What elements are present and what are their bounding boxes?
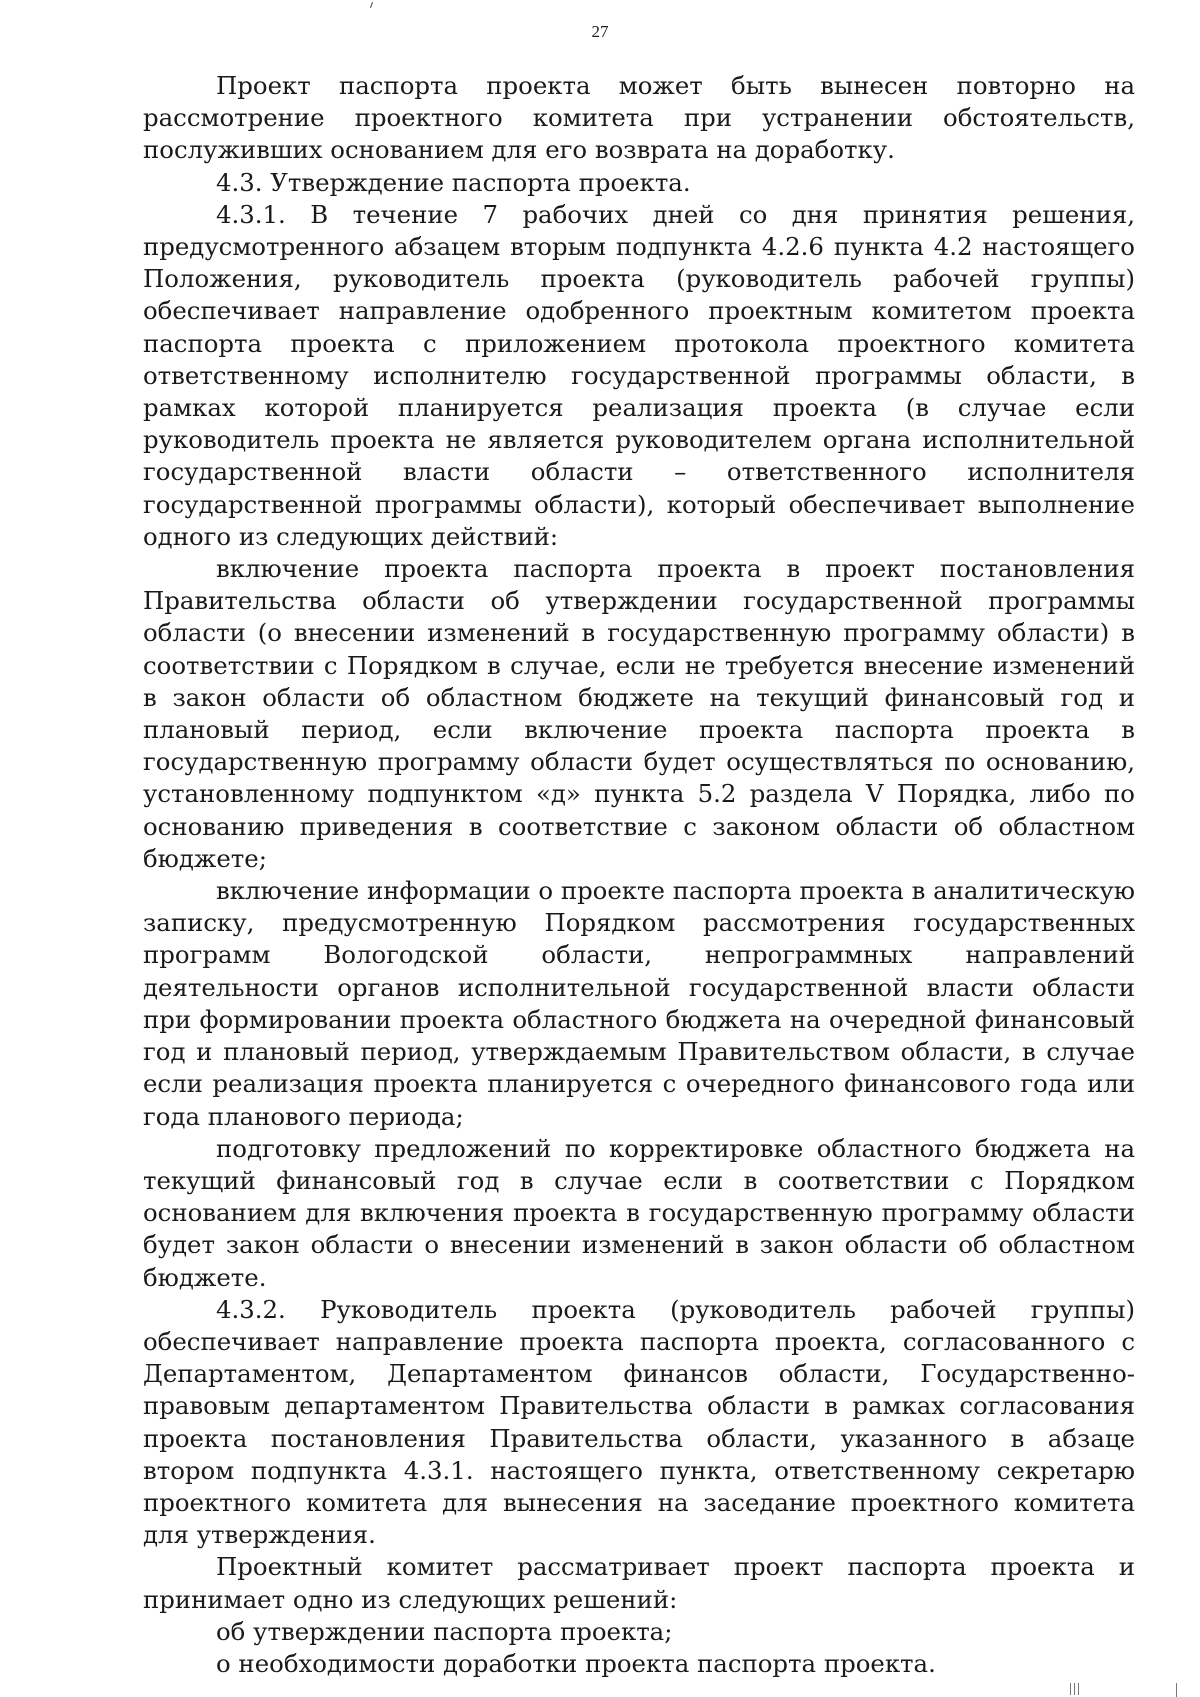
list-item: о необходимости доработки проекта паспорта проекта. bbox=[216, 1648, 936, 1678]
scan-marks bbox=[1070, 1683, 1079, 1697]
document-body bbox=[143, 70, 1135, 1680]
list-item: включение проекта паспорта проекта в проект постановления Правительства области об утверждении государственной программы области (о внесении изменений в государственную программу области) в соответствии с Порядком в случае, если не требуется внесение изменений в закон области об областном бюджете на текущий финансовый год и плановый период, если включение проекта паспорта проекта в государственную программу области будет осуществляться по основанию, установленному подпунктом «д» пункта 5.2 раздела V Порядка, либо по основанию приведения в соответствие с законом области об областном бюджете; bbox=[143, 554, 1135, 873]
list-item: об утверждении паспорта проекта; bbox=[216, 1616, 673, 1646]
scan-mark bbox=[370, 2, 373, 8]
section-heading: 4.3. Утверждение паспорта проекта. bbox=[216, 167, 691, 197]
paragraph: 4.3.1. В течение 7 рабочих дней со дня принятия решения, предусмотренного абзацем вторым подпункта 4.2.6 пункта 4.2 настоящего Положения, руководитель проекта (руководитель рабочей группы) обеспечивает направление одобренного проектным комитетом проекта паспорта проекта с приложением протокола проектного комитета ответственному исполнителю государственной программы области, в рамках которой планируется реализация проекта (в случае если руководитель проекта не является руководителем органа исполнительной государственной власти области – ответственного исполнителя государственной программы области), который обеспечивает выполнение одного из следующих действий: bbox=[143, 199, 1135, 551]
scan-mark bbox=[1176, 1683, 1177, 1697]
list-item: включение информации о проекте паспорта проекта в аналитическую записку, предусмотренную Порядком рассмотрения государственных программ Вологодской области, непрограммных направлений деятельности органов исполнительной государственной власти области при формировании проекта областного бюджета на очередной финансовый год и плановый период, утверждаемым Правительством области, в случае если реализация проекта планируется с очередного финансового года или года планового периода; bbox=[143, 876, 1135, 1131]
paragraph: Проект паспорта проекта может быть вынесен повторно на рассмотрение проектного комитета при устранении обстоятельств, послуживших основанием для его возврата на доработку. bbox=[143, 71, 1135, 165]
paragraph: Проектный комитет рассматривает проект паспорта проекта и принимает одно из следующих решений: bbox=[143, 1552, 1135, 1614]
page-number: 27 bbox=[591, 22, 609, 41]
paragraph: 4.3.2. Руководитель проекта (руководитель рабочей группы) обеспечивает направление проекта паспорта проекта, согласованного с Департаментом, Департаментом финансов области, Государственно-правовым департаментом Правительства области в рамках согласования проекта постановления Правительства области, указанного в абзаце втором подпункта 4.3.1. настоящего пункта, ответственному секретарю проектного комитета для вынесения на заседание проектного комитета для утверждения. bbox=[143, 1294, 1135, 1550]
list-item: подготовку предложений по корректировке областного бюджета на текущий финансовый год в случае если в соответствии с Порядком основанием для включения проекта в государственную программу области будет закон области о внесении изменений в закон области об областном бюджете. bbox=[143, 1133, 1135, 1292]
